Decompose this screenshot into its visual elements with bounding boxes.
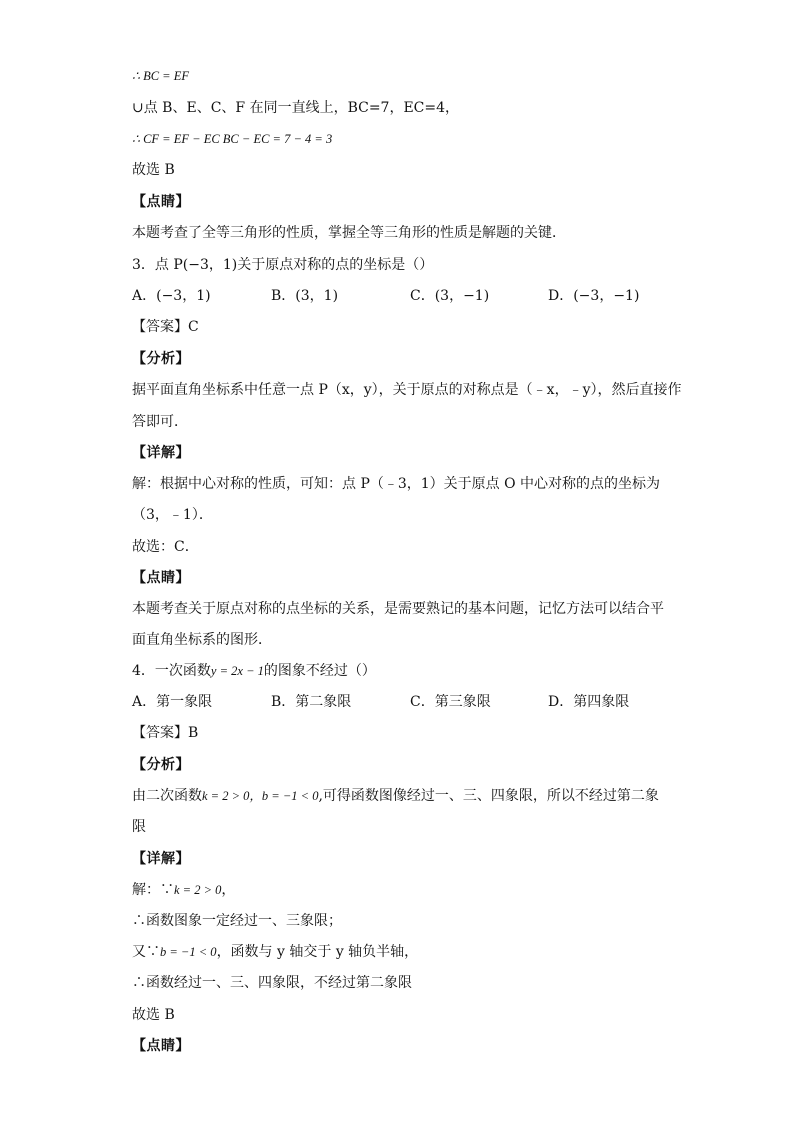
question-4-prefix: 4．一次函数 <box>132 663 211 679</box>
q4-option-c: C．第三象限 <box>410 694 491 710</box>
q4-detail-prefix: 解：∵ <box>132 882 174 898</box>
q4-analysis-suffix: ,可得函数图像经过一、三、四象限，所以不经过第二象 <box>318 788 659 804</box>
question-4-suffix: 的图象不经过（） <box>263 663 376 679</box>
q3-analysis-line-2: 答即可． <box>132 414 188 430</box>
q4-analysis-line-1 <box>132 787 659 805</box>
section-heading-comment: 【点睛】 <box>132 194 190 210</box>
q4-answer: 【答案】B <box>132 725 199 741</box>
choice-statement: 故选 B <box>132 162 175 178</box>
q4-analysis-formula: k = 2 > 0，b = −1 < 0 <box>202 789 319 803</box>
comment-text: 本题考查了全等三角形的性质，掌握全等三角形的性质是解题的关键． <box>132 225 566 241</box>
section-heading-comment: 【点睛】 <box>132 570 190 586</box>
q4-detail-line-1 <box>132 881 235 899</box>
q4-k-formula: k = 2 > 0 <box>174 883 222 897</box>
q4-detail-line-3 <box>132 943 418 961</box>
equation-bc-ef: ∴ BC = EF <box>132 69 190 83</box>
q4-analysis-line-2: 限 <box>132 819 146 835</box>
collinear-statement: ∪点 B、E、C、F 在同一直线上，BC=7，EC=4， <box>132 100 460 116</box>
section-heading-detail: 【详解】 <box>132 445 190 461</box>
q4-b-formula: b = −1 < 0 <box>160 945 217 959</box>
q3-choice: 故选：C． <box>132 539 199 555</box>
q3-detail-line-2: （3，﹣1）． <box>132 507 213 523</box>
function-formula: y = 2x − 1 <box>210 664 264 678</box>
section-heading-analysis: 【分析】 <box>132 351 190 367</box>
q4-detail-line-4: ∴函数经过一、三、四象限，不经过第二象限 <box>132 975 412 991</box>
q3-option-d: D．(−3，−1) <box>548 288 640 304</box>
q4-option-b: B．第二象限 <box>271 694 352 710</box>
q4-analysis-prefix: 由二次函数 <box>132 788 202 804</box>
q3-answer: 【答案】C <box>132 319 199 335</box>
section-heading-comment: 【点睛】 <box>132 1038 190 1054</box>
question-4 <box>132 662 376 680</box>
q4-choice: 故选 B <box>132 1007 175 1023</box>
equation-cf: ∴ CF = EF − EC BC − EC = 7 − 4 = 3 <box>132 132 333 146</box>
q4-option-d: D．第四象限 <box>548 694 630 710</box>
q4-detail-line-2: ∴函数图象一定经过一、三象限； <box>132 913 342 929</box>
q3-comment-line-1: 本题考查关于原点对称的点坐标的关系，是需要熟记的基本问题，记忆方法可以结合平 <box>132 601 664 617</box>
q3-detail-line-1: 解：根据中心对称的性质，可知：点 P（﹣3，1）关于原点 O 中心对称的点的坐标为 <box>132 476 661 492</box>
q3-comment-line-2: 面直角坐标系的图形． <box>132 632 272 648</box>
q4-detail3-prefix: 又∵ <box>132 944 160 960</box>
section-heading-detail: 【详解】 <box>132 851 190 867</box>
q3-option-b: B．(3，1) <box>271 288 339 304</box>
q3-analysis-line-1: 据平面直角坐标系中任意一点 P（x，y），关于原点的对称点是（﹣x，﹣y），然后直接作 <box>132 382 682 398</box>
q4-detail3-suffix: ，函数与 y 轴交于 y 轴负半轴， <box>216 944 419 960</box>
q3-option-a: A．(−3，1) <box>132 288 211 304</box>
q4-option-a: A．第一象限 <box>132 694 213 710</box>
question-3: 3．点 P(−3，1)关于原点对称的点的坐标是（） <box>132 257 434 273</box>
q4-detail-suffix: ， <box>221 882 236 898</box>
q3-option-c: C．(3，−1) <box>410 288 490 304</box>
section-heading-analysis: 【分析】 <box>132 757 190 773</box>
